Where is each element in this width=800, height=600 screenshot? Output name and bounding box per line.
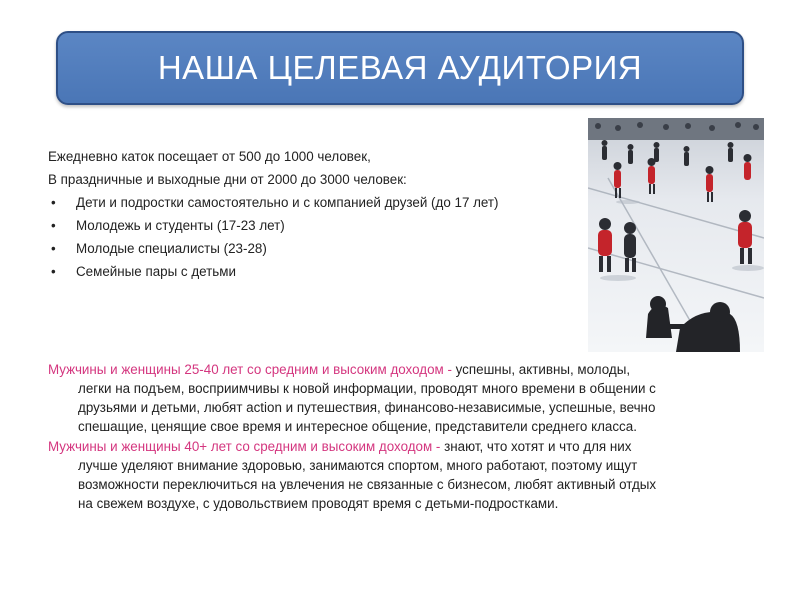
segment-40-plus	[48, 437, 760, 513]
audience-list-item: • Дети и подростки самостоятельно и с компанией друзей (до 17 лет)	[48, 191, 578, 214]
segment-text-line: друзьями и детьми, любят action и путешествия, финансово-независимые, успешные, вечно	[78, 400, 656, 415]
segment-text: знают, что хотят и что для них	[444, 439, 632, 454]
segment-text: успешны, активны, молоды,	[455, 362, 631, 377]
daily-visitors-text: Ежедневно каток посещает от 500 до 1000 человек,	[48, 149, 371, 164]
audience-list-item: • Молодежь и студенты (17-23 лет)	[48, 214, 578, 237]
segment-heading: Мужчины и женщины 25-40 лет со средним и высоким доходом -	[48, 362, 456, 377]
weekend-visitors-text: В праздничные и выходные дни от 2000 до 3000 человек:	[48, 172, 407, 187]
ice-rink-photo	[588, 118, 764, 352]
segment-text-line: лучше уделяют внимание здоровью, занимаются спортом, много работают, поэтому ищут	[78, 458, 638, 473]
audience-list	[48, 191, 578, 283]
segment-first-line	[48, 360, 760, 379]
skaters-illustration	[588, 118, 764, 352]
audience-list-item: • Семейные пары с детьми	[48, 260, 578, 283]
segment-text-line: легки на подъем, восприимчивы к новой информации, проводят много времени в общении с	[78, 381, 656, 396]
slide-title: НАША ЦЕЛЕВАЯ АУДИТОРИЯ	[157, 49, 643, 86]
segment-first-line	[48, 437, 760, 456]
visitor-stats	[48, 145, 578, 283]
segment-text-line: на свежем воздухе, с удовольствием проводят время с детьми-подростками.	[78, 496, 559, 511]
segment-text-line: возможности переключиться на увлечения не связанные с бизнесом, любят активный отдых	[78, 477, 657, 492]
segment-heading: Мужчины и женщины 40+ лет со средним и высоким доходом -	[48, 439, 445, 454]
segment-text-line: спешащие, ценящие свое время и интересное общение, представители среднего класса.	[78, 419, 637, 434]
audience-list-item: • Молодые специалисты (23-28)	[48, 237, 578, 260]
segment-25-40	[48, 360, 760, 436]
slide-title-banner	[56, 31, 744, 105]
